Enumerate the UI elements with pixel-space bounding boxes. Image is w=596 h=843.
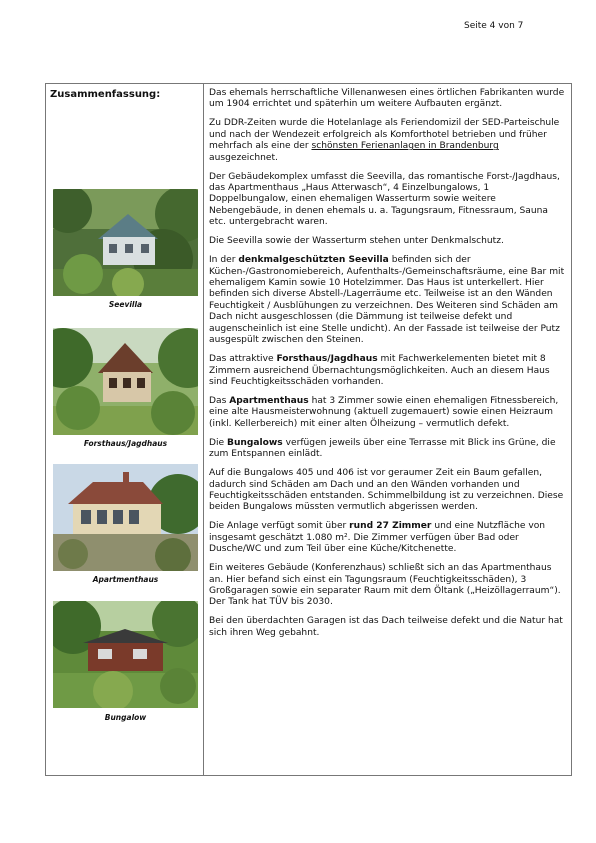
page-number: Seite 4 von 7 [464, 21, 524, 31]
paragraph: Das ehemals herrschaftliche Villenanwesen eines örtlichen Fabrikanten wurde um 1904 errichtet und späterhin um weitere Aufbauten ergänzt. [209, 88, 565, 110]
paragraph: Bei den überdachten Garagen ist das Dach teilweise defekt und die Natur hat sich ihren Weg gebahnt. [209, 616, 563, 638]
paragraph: Auf die Bungalows 405 und 406 ist vor geraumer Zeit ein Baum gefallen, dadurch sind Schäden am Dach und an den Wänden vorhanden und Feuchtigkeitsschäden entstanden. Schimmelbildung ist zu verzeichnen. Diese beiden Bungalows müssten vermutlich abgerissen werden. [209, 468, 564, 513]
brandenburg-link[interactable]: schönsten Ferienanlagen in Brandenburg [311, 141, 499, 152]
paragraph: Die Bungalows verfügen jeweils über eine Terrasse mit Blick ins Grüne, die zum Entspannen einlädt. [209, 437, 556, 460]
paragraph: Zu DDR-Zeiten wurde die Hotelanlage als Feriendomizil der SED-Parteischule und nach der Wendezeit erfolgreich als Komforthotel betrieben und früher mehrfach als eine der schönsten Ferienanlagen in Brandenburg ausgezeichnet. [209, 118, 560, 163]
apartmenthaus-photo [53, 464, 198, 571]
column-divider [203, 83, 204, 776]
bungalow-caption: Bungalow [104, 713, 147, 722]
apartmenthaus-caption: Apartmenthaus [92, 575, 159, 584]
seevilla-caption: Seevilla [108, 300, 143, 309]
bungalow-photo [53, 601, 198, 708]
paragraph: Das Apartmenthaus hat 3 Zimmer sowie einen ehemaligen Fitnessbereich, eine alte Hausmeisterwohnung (aktuell zugemauert) sowie einen Heizraum (inkl. Kellerbereich) mit einer alten Ölheizung – vermutlich defekt. [209, 395, 559, 429]
paragraph: Das attraktive Forsthaus/Jagdhaus mit Fachwerkelementen bietet mit 8 Zimmern ausreichend Übernachtungsmöglichkeiten. Auch an diesem Haus sind Feuchtigkeitsschäden vorhanden. [209, 354, 550, 387]
paragraph: Ein weiteres Gebäude (Konferenzhaus) schließt sich an das Apartmenthaus an. Hier befand sich einst ein Tagungsraum (Feuchtigkeitsschäden), 3 Großgaragen sowie ein separater Raum mit dem Öltank („Heizöllagerraum“). Der Tank hat TÜV bis 2030. [209, 563, 561, 608]
paragraph: In der denkmalgeschützten Seevilla befinden sich der Küchen-/Gastronomiebereich, Aufenthalts-/Gemeinschaftsräume, eine Bar mit ehemaligem Kamin sowie 10 Hotelzimmer. Das Haus ist unterkellert. Hier befinden sich diverse Abstell-/Lagerräume etc. Teilweise ist an den Wänden Feuchtigkeit / Ausblühungen zu verzeichnen. Des Weiteren sind Schäden am Dach nicht ausgeschlossen (die Dämmung ist teilweise defekt und augenscheinlich ist eine Stelle undicht). An der Fassade ist teilweise der Putz ausgespült zwischen den Steinen. [209, 255, 565, 346]
paragraph: Die Anlage verfügt somit über rund 27 Zimmer und eine Nutzfläche von insgesamt geschätzt 1.080 m². Die Zimmer verfügen über Bad oder Dusche/WC und zum Teil über eine Küche/Kitchenette. [209, 521, 546, 555]
paragraph: Der Gebäudekomplex umfasst die Seevilla, das romantische Forst-/Jagdhaus, das Apartmenthaus „Haus Atterwasch“, 4 Einzelbungalows, 1 Doppelbungalow, einen ehemaligen Wasserturm sowie weitere Nebengebäude, in denen ehemals u. a. Tagungsraum, Fitnessraum, Sauna etc. untergebracht waren. [209, 171, 560, 228]
summary-label: Zusammenfassung: [50, 89, 161, 100]
summary-text [209, 88, 567, 647]
paragraph: Die Seevilla sowie der Wasserturm stehen unter Denkmalschutz. [209, 236, 504, 247]
forsthaus-caption: Forsthaus/Jagdhaus [83, 439, 168, 448]
forsthaus-photo [53, 328, 198, 435]
seevilla-photo [53, 189, 198, 296]
